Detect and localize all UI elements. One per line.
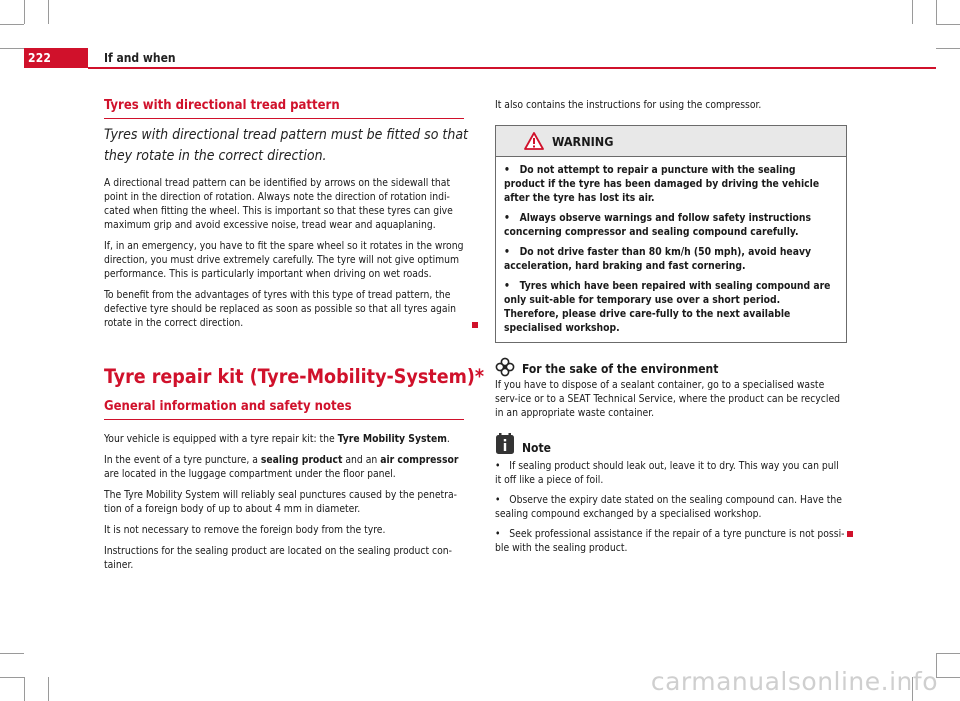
crop-mark xyxy=(936,24,960,25)
section-heading-directional: Tyres with directional tread pattern xyxy=(104,98,340,113)
crop-mark xyxy=(24,0,25,24)
warning-item xyxy=(504,211,838,239)
warning-header xyxy=(496,126,846,157)
crop-mark xyxy=(0,48,24,49)
note-item xyxy=(495,493,847,521)
warning-item-text: Do not attempt to repair a puncture with the sealing product if the tyre has been damaged by driving the vehicle after the tyre has lost its air. xyxy=(504,164,820,204)
text: are located in the luggage compartment under the floor panel. xyxy=(104,468,396,480)
running-header-title: If and when xyxy=(104,51,176,65)
text: Your vehicle is equipped with a tyre repair kit: the xyxy=(104,433,338,445)
left-column xyxy=(104,98,485,572)
lead-line-2: they rotate in the correct direction. xyxy=(104,148,327,164)
note-info-icon xyxy=(495,433,515,459)
paragraph: It also contains the instructions for using the compressor. xyxy=(495,99,762,111)
paragraph xyxy=(104,453,464,481)
warning-item-text: Do not drive faster than 80 km/h (50 mph), avoid heavy acceleration, hard braking and fast cornering. xyxy=(504,246,812,272)
paragraph: Instructions for the sealing product are located on the sealing product con-tainer. xyxy=(104,545,453,571)
environment-section xyxy=(495,357,847,420)
bold-term: Tyre Mobility System xyxy=(337,433,447,445)
warning-title: WARNING xyxy=(552,134,614,149)
crop-mark xyxy=(912,0,913,24)
note-item-text: Seek professional assistance if the repair of a tyre puncture is not possi-ble with the sealing product. xyxy=(495,528,845,554)
paragraph: To benefit from the advantages of tyres with this type of tread pattern, the defective tyre should be replaced as soon as possible so that all tyres again rotate in the correct direction. xyxy=(104,289,457,329)
text: . xyxy=(446,433,450,445)
bullet-icon: • xyxy=(495,460,510,472)
environment-flower-icon xyxy=(495,357,515,381)
crop-mark xyxy=(936,48,960,49)
lead-line-1: Tyres with directional tread pattern must be fitted so that xyxy=(104,127,468,143)
paragraph: If you have to dispose of a sealant container, go to a specialised waste serv-ice or to a SEAT Technical Service, where the product can be recycled in an appropriate waste container. xyxy=(495,379,841,419)
warning-item xyxy=(504,279,838,335)
bullet-icon: • xyxy=(495,494,510,506)
paragraph: It is not necessary to remove the foreign body from the tyre. xyxy=(104,524,386,536)
bold-term: air compressor xyxy=(380,454,459,466)
note-item xyxy=(495,527,847,555)
crop-mark xyxy=(0,677,24,678)
crop-mark xyxy=(936,0,937,24)
paragraph: A directional tread pattern can be identified by arrows on the sidewall that point in the direction of rotation. Always note the direction of rotation indi-cated when fitting the wheel. This is important so that these tyres can give maximum grip and avoid excessive noise, tread wear and aquaplaning. xyxy=(104,177,453,231)
warning-item xyxy=(504,245,838,273)
header-rule xyxy=(88,67,936,69)
bullet-icon: • xyxy=(504,164,520,176)
note-item xyxy=(495,459,847,487)
note-body xyxy=(495,459,847,555)
crop-mark xyxy=(0,24,24,25)
paragraph xyxy=(104,432,464,446)
crop-mark xyxy=(0,653,24,654)
paragraph: If, in an emergency, you have to fit the spare wheel so it rotates in the wrong direction, you must drive extremely carefully. The tyre will not give optimum performance. This is particularly important when driving on wet roads. xyxy=(104,240,464,280)
note-item-text: Observe the expiry date stated on the sealing compound can. Have the sealing compound exchanged by a specialised workshop. xyxy=(495,494,842,520)
warning-item-text: Tyres which have been repaired with sealing compound are only suit-able for temporary use over a short period. Therefore, please drive care-fully to the next available specialised workshop. xyxy=(504,280,831,334)
bullet-icon: • xyxy=(504,280,520,292)
note-item-text: If sealing product should leak out, leave it to dry. This way you can pull it off like a piece of foil. xyxy=(495,460,839,486)
crop-mark xyxy=(936,653,960,654)
note-section xyxy=(495,433,847,555)
text: In the event of a tyre puncture, a xyxy=(104,454,261,466)
crop-mark xyxy=(24,677,25,701)
warning-item xyxy=(504,163,838,205)
warning-body xyxy=(496,157,846,342)
paragraph: The Tyre Mobility System will reliably seal punctures caused by the penetra-tion of a foreign body of up to about 4 mm in diameter. xyxy=(104,489,458,515)
environment-title: For the sake of the environment xyxy=(522,362,719,376)
bullet-icon: • xyxy=(504,212,520,224)
right-column xyxy=(495,98,847,561)
section-rule xyxy=(104,419,464,420)
bullet-icon: • xyxy=(495,528,510,540)
chapter-title: Tyre repair kit (Tyre-Mobility-System)* xyxy=(104,365,485,388)
section-rule xyxy=(104,118,464,119)
warning-triangle-icon xyxy=(524,132,544,154)
bold-term: sealing product xyxy=(260,454,343,466)
note-title: Note xyxy=(522,441,551,455)
crop-mark xyxy=(48,0,49,24)
bullet-icon: • xyxy=(504,246,520,258)
section-end-mark xyxy=(847,531,853,537)
crop-mark xyxy=(936,677,960,678)
crop-mark xyxy=(48,677,49,701)
watermark: carmanualsonline.info xyxy=(650,667,938,696)
section-end-mark xyxy=(472,322,478,328)
text: and an xyxy=(342,454,381,466)
page-number: 222 xyxy=(28,51,52,65)
section-heading-general-info: General information and safety notes xyxy=(104,399,352,414)
warning-box xyxy=(495,125,847,343)
warning-item-text: Always observe warnings and follow safety instructions concerning compressor and sealing compound carefully. xyxy=(504,212,812,238)
